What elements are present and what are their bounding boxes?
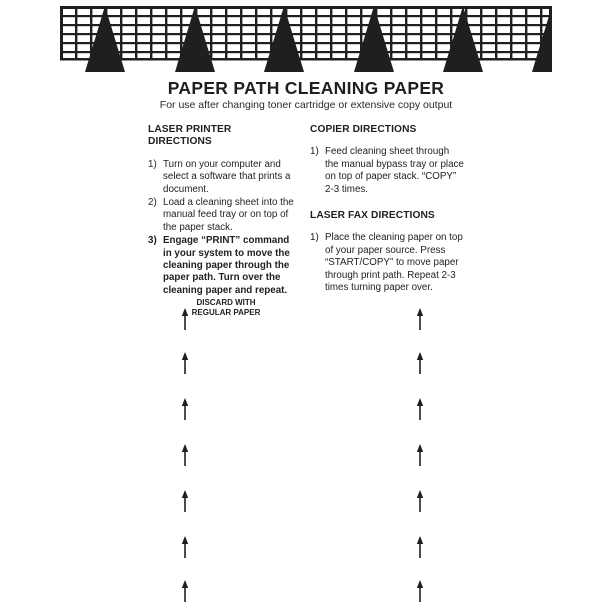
up-arrow-icon — [417, 580, 423, 602]
up-arrow-icon — [182, 444, 188, 466]
step-text: Place the cleaning paper on top of your paper source. Press “START/COPY” to move paper through print path. Repeat 2-3 times turning paper over. — [325, 232, 463, 294]
up-arrow-icon — [182, 536, 188, 558]
grid-pattern — [60, 6, 552, 72]
discard-line: REGULAR PAPER — [191, 308, 261, 318]
list-item — [148, 235, 298, 297]
laser-printer-section — [148, 124, 298, 318]
up-arrow-icon — [417, 308, 423, 330]
step-text: Turn on your computer and select a software that prints a document. — [163, 158, 291, 195]
copier-fax-section — [310, 124, 465, 295]
up-arrow-icon — [417, 398, 423, 420]
page-title: PAPER PATH CLEANING PAPER — [167, 78, 445, 98]
page-subtitle: For use after changing toner cartridge or extensive copy output — [159, 99, 453, 111]
laser-fax-steps — [310, 232, 465, 294]
list-item — [310, 232, 465, 294]
up-arrow-icon — [417, 490, 423, 512]
copier-steps — [310, 146, 465, 196]
up-arrow-icon — [182, 580, 188, 602]
step-number: 1) — [310, 146, 319, 158]
step-text: Feed cleaning sheet through the manual bypass tray or place on top of paper stack. “COPY” 2-3 times. — [325, 146, 464, 195]
up-arrow-icon — [417, 352, 423, 374]
copier-heading: COPIER DIRECTIONS — [310, 124, 417, 135]
laser-printer-steps — [148, 159, 298, 297]
step-text: Load a cleaning sheet into the manual feed tray or on top of the paper stack. — [163, 197, 294, 233]
discard-line: DISCARD WITH — [196, 298, 256, 308]
up-arrow-icon — [182, 490, 188, 512]
list-item — [148, 159, 298, 196]
step-number: 1) — [148, 158, 157, 170]
up-arrow-icon — [417, 444, 423, 466]
discard-note — [148, 298, 298, 318]
list-item — [148, 197, 298, 234]
list-item — [310, 146, 465, 196]
laser-fax-heading: LASER FAX DIRECTIONS — [310, 210, 435, 222]
header-grid-band — [60, 6, 552, 72]
up-arrow-icon — [182, 352, 188, 374]
step-number: 1) — [310, 232, 319, 244]
step-number: 2) — [148, 197, 157, 209]
laser-printer-heading: LASER PRINTER DIRECTIONS — [148, 124, 232, 148]
step-number: 3) — [148, 235, 157, 247]
step-text: Engage “PRINT” command in your system to move the cleaning paper through the paper path. Turn over the cleaning paper and repeat. — [163, 235, 290, 296]
up-arrow-icon — [182, 398, 188, 420]
up-arrow-icon — [417, 536, 423, 558]
